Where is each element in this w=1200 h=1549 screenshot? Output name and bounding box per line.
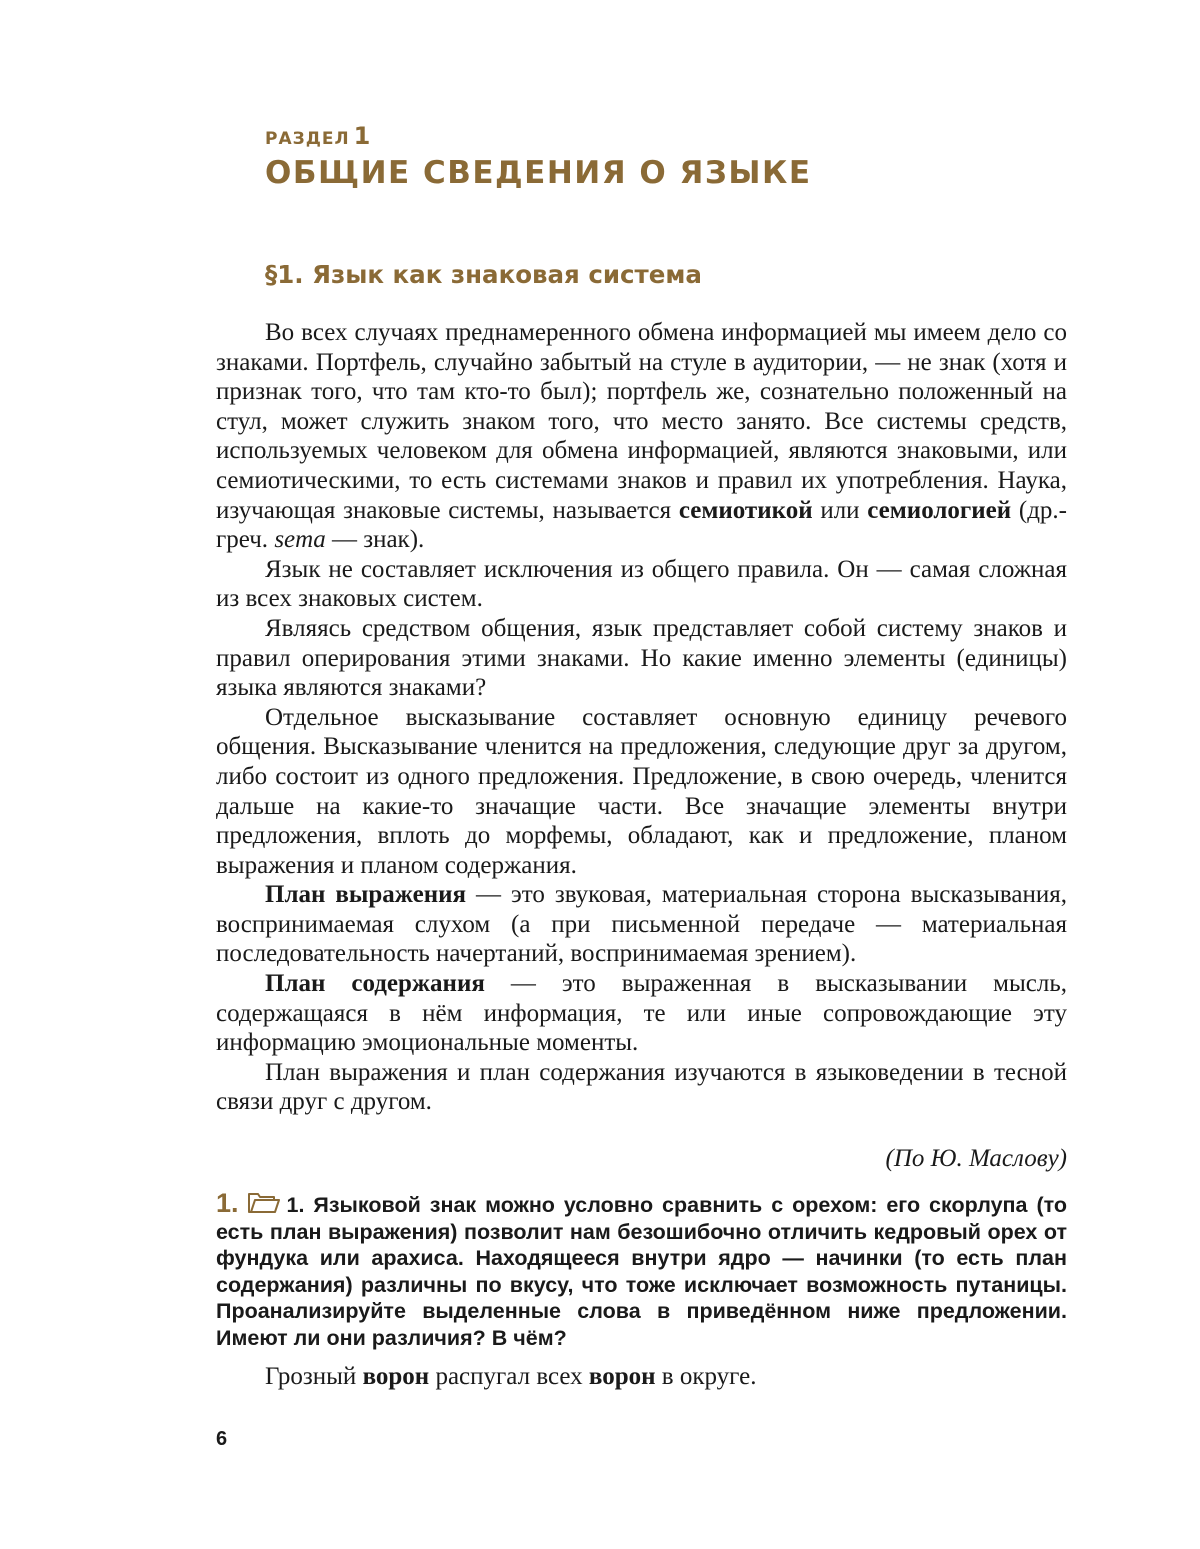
task-text: Языковой знак можно условно сравнить с орехом: его скорлупа (то есть план выражения) позволит нам безошибочно отличить кедровый орех от фундука или арахиса. Находящееся внутри ядро — начинки (то есть план содержания) различны по вкусу, что тоже исключает возможность путаницы. Проанализируйте выделенные слова в приведённом ниже предложении. Имеют ли они различия? В чём?: [216, 1193, 1067, 1350]
body-paragraph-5: План выражения — это звуковая, материальная сторона высказывания, воспринимаемая слухом (а при письменной передаче — материальная последовательность начертаний, воспринимаемая зрением).: [216, 881, 1067, 968]
term-content-plane: План содержания: [265, 970, 485, 998]
section-label-word: РАЗДЕЛ: [265, 129, 350, 149]
paragraph-heading: §1. Язык как знаковая система: [265, 260, 702, 289]
highlighted-word-1: ворон: [362, 1363, 430, 1390]
term-expression-plane: План выражения: [265, 881, 467, 909]
body-text: [216, 318, 1067, 1117]
task-subnumber: 1.: [286, 1193, 305, 1217]
body-paragraph-7: План выражения и план содержания изучаются в языковедении в тесной связи друг с другом.: [216, 1058, 1067, 1116]
body-paragraph-4: Отдельное высказывание составляет основную единицу речевого общения. Высказывание членится на предложения, следующие друг за другом, либо состоит из одного предложения. Предложение, в свою очередь, членится дальше на какие-то значащие части. Все значащие элементы внутри предложения, вплоть до морфемы, обладают, как и предложение, планом выражения и планом содержания.: [216, 703, 1067, 879]
body-paragraph-1: Во всех случаях преднамеренного обмена информацией мы имеем дело со знаками. Портфель, случайно забытый на стуле в аудитории, — не знак (хотя и признак того, что там кто-то был); портфель же, сознательно положенный на стул, может служить знаком того, что место занято. Все системы средств, используемых человеком для обмена информацией, являются знаковыми, или семиотическими, то есть системами знаков и правил их употребления. Наука, изучающая знаковые системы, называется семиотикой или семиологией (др.-греч. sema — знак).: [216, 319, 1067, 554]
body-paragraph-2: Язык не составляет исключения из общего правила. Он — самая сложная из всех знаковых систем.: [216, 555, 1067, 613]
task-number: 1.: [216, 1188, 239, 1218]
body-paragraph-6: План содержания — это выраженная в высказывании мысль, содержащаяся в нём информация, те или иные сопровождающие эту информацию эмоциональные моменты.: [216, 970, 1067, 1057]
attribution: (По Ю. Маслову): [885, 1145, 1067, 1172]
section-label-number: 1: [353, 122, 372, 150]
task-block: [216, 1190, 1067, 1351]
folder-icon: [247, 1192, 281, 1214]
body-paragraph-3: Являясь средством общения, язык представляет собой систему знаков и правил оперирования этими знаками. Но какие именно элементы (единицы) языка являются знаками?: [216, 614, 1067, 702]
greek-word: sema: [274, 526, 326, 554]
page-number: 6: [216, 1428, 228, 1450]
section-title: ОБЩИЕ СВЕДЕНИЯ О ЯЗЫКЕ: [265, 155, 812, 191]
term-semiology: семиологией: [867, 496, 1012, 524]
highlighted-word-2: ворон: [588, 1363, 656, 1390]
term-semiotics: семиотикой: [678, 496, 813, 524]
section-label: [265, 122, 371, 150]
example-sentence: Грозный ворон распугал всех ворон в округе.: [265, 1363, 757, 1390]
